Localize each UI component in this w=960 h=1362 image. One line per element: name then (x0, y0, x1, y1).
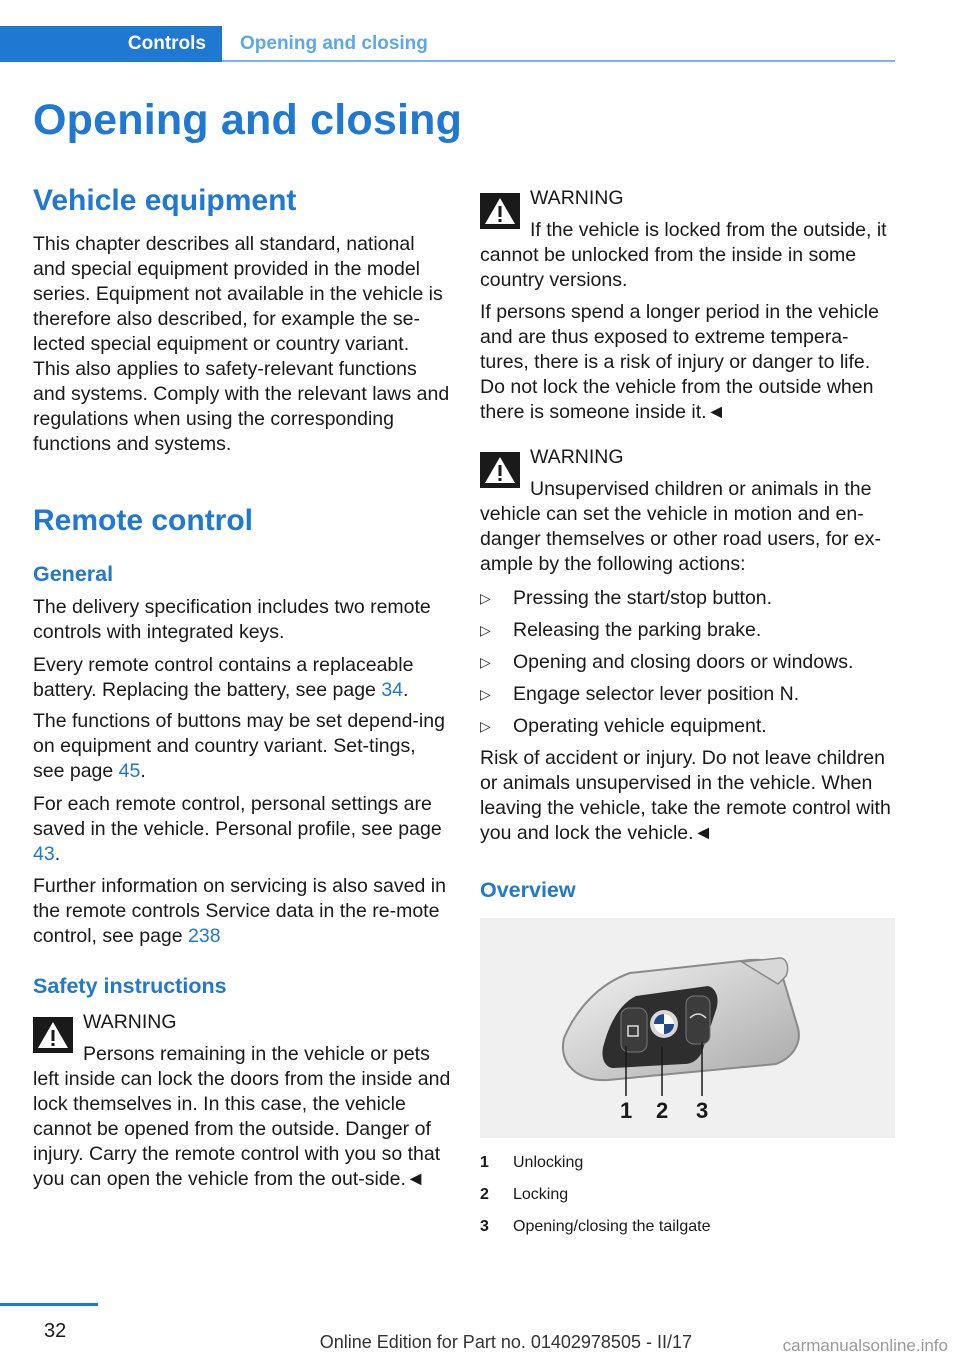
bullet-triangle-icon: ▷ (480, 654, 491, 670)
bullet-triangle-icon: ▷ (480, 622, 491, 638)
general-paragraph-2: Every remote control contains a replaceable battery. Replacing the battery, see page 34. (33, 654, 414, 701)
figure-legend (480, 1150, 895, 1246)
legend-number: 3 (480, 1218, 489, 1235)
warning-title: WARNING (530, 446, 624, 468)
warning-triangle-icon (33, 1017, 73, 1053)
legend-row (480, 1182, 895, 1214)
legend-number: 1 (480, 1154, 489, 1171)
warning-block-3 (480, 447, 896, 577)
heading-safety-instructions: Safety instructions (33, 974, 227, 998)
general-paragraph-5: Further information on servicing is also saved in the remote controls Service data in the re-mote control, see page 238 (33, 875, 446, 947)
warning-body: Persons remaining in the vehicle or pets left inside can lock the doors from the inside and lock themselves in. In this case, the vehicle cannot be opened from the outside. Danger of injury. Carry the remote control with you so that you can open the vehicle from the out-side.◄ (33, 1043, 451, 1190)
page-link-238[interactable]: 238 (188, 925, 221, 947)
general-paragraph-4: For each remote control, personal settings are saved in the vehicle. Personal profile, see page 43. (33, 793, 442, 865)
warning-triangle-icon (480, 452, 520, 488)
bullet-triangle-icon: ▷ (480, 590, 491, 606)
header-tab-bar (0, 26, 895, 62)
watermark: carmanualsonline.info (782, 1336, 948, 1355)
list-item: ▷ Pressing the start/stop button. (480, 587, 773, 609)
warning-block-1 (33, 1012, 451, 1192)
bullet-triangle-icon: ▷ (480, 686, 491, 702)
legend-label: Opening/closing the tailgate (513, 1218, 711, 1235)
bullet-triangle-icon: ▷ (480, 718, 491, 734)
heading-remote-control: Remote control (33, 504, 254, 537)
list-item: ▷ Opening and closing doors or windows. (480, 651, 854, 673)
warning-triangle-icon (480, 193, 520, 229)
legend-row (480, 1150, 895, 1182)
page-title: Opening and closing (33, 96, 463, 144)
list-item: ▷ Operating vehicle equipment. (480, 715, 767, 737)
remote-key-figure (480, 918, 895, 1138)
remote-key-illustration (480, 918, 895, 1138)
heading-overview: Overview (480, 878, 576, 902)
page-link-34[interactable]: 34 (381, 679, 404, 701)
list-item: ▷ Engage selector lever position N. (480, 683, 800, 705)
page-link-45[interactable]: 45 (118, 760, 141, 782)
page-number: 32 (44, 1320, 67, 1342)
warning-body: If the vehicle is locked from the outside, it cannot be unlocked from the inside in some country versions. (480, 219, 887, 291)
legend-number: 2 (480, 1186, 489, 1203)
figure-callout-2: 2 (656, 1098, 669, 1123)
figure-callout-1: 1 (620, 1098, 633, 1123)
general-paragraph-3: The functions of buttons may be set depend-ing on equipment and country variant. Set-tings, see page 45. (33, 710, 445, 782)
legend-row (480, 1214, 895, 1246)
edition-note: Online Edition for Part no. 01402978505 - II/17 (319, 1332, 692, 1352)
legend-label: Unlocking (513, 1154, 584, 1171)
heading-vehicle-equipment: Vehicle equipment (33, 184, 297, 217)
warning-title: WARNING (530, 187, 624, 209)
general-paragraph-1: The delivery specification includes two remote controls with integrated keys. (33, 596, 431, 643)
page-link-43[interactable]: 43 (33, 843, 55, 865)
tab-opening-and-closing[interactable]: Opening and closing (240, 33, 428, 54)
warning-body: Unsupervised children or animals in the vehicle can set the vehicle in motion and en-danger themselves or other road users, for ex-ample by the following actions: (480, 478, 882, 575)
warning-title: WARNING (83, 1011, 177, 1033)
header-rule (222, 60, 895, 62)
heading-general: General (33, 562, 114, 586)
warning-3-conclusion: Risk of accident or injury. Do not leave children or animals unsupervised in the vehicle. When leaving the vehicle, take the remote control with you and lock the vehicle.◄ (480, 747, 891, 844)
action-bullet-list (480, 586, 898, 746)
vehicle-equipment-body: This chapter describes all standard, national and special equipment provided in the model series. Equipment not available in the vehicle is therefore also described, for example the se-lected special equipment or country variant. This also applies to safety-relevant functions and systems. Comply with the relevant laws and regulations when using the corresponding functions and systems. (33, 233, 450, 455)
warning-body-continued: If persons spend a longer period in the vehicle and are thus exposed to extreme tempera-tures, there is a risk of injury or danger to life. Do not lock the vehicle from the outside when there is someone inside it.◄ (480, 301, 879, 423)
list-item: ▷ Releasing the parking brake. (480, 619, 762, 641)
legend-label: Locking (513, 1186, 569, 1203)
tab-controls[interactable]: Controls (0, 26, 222, 62)
warning-block-2 (480, 188, 896, 425)
figure-callout-3: 3 (696, 1098, 709, 1123)
footer-rule (0, 1303, 98, 1306)
